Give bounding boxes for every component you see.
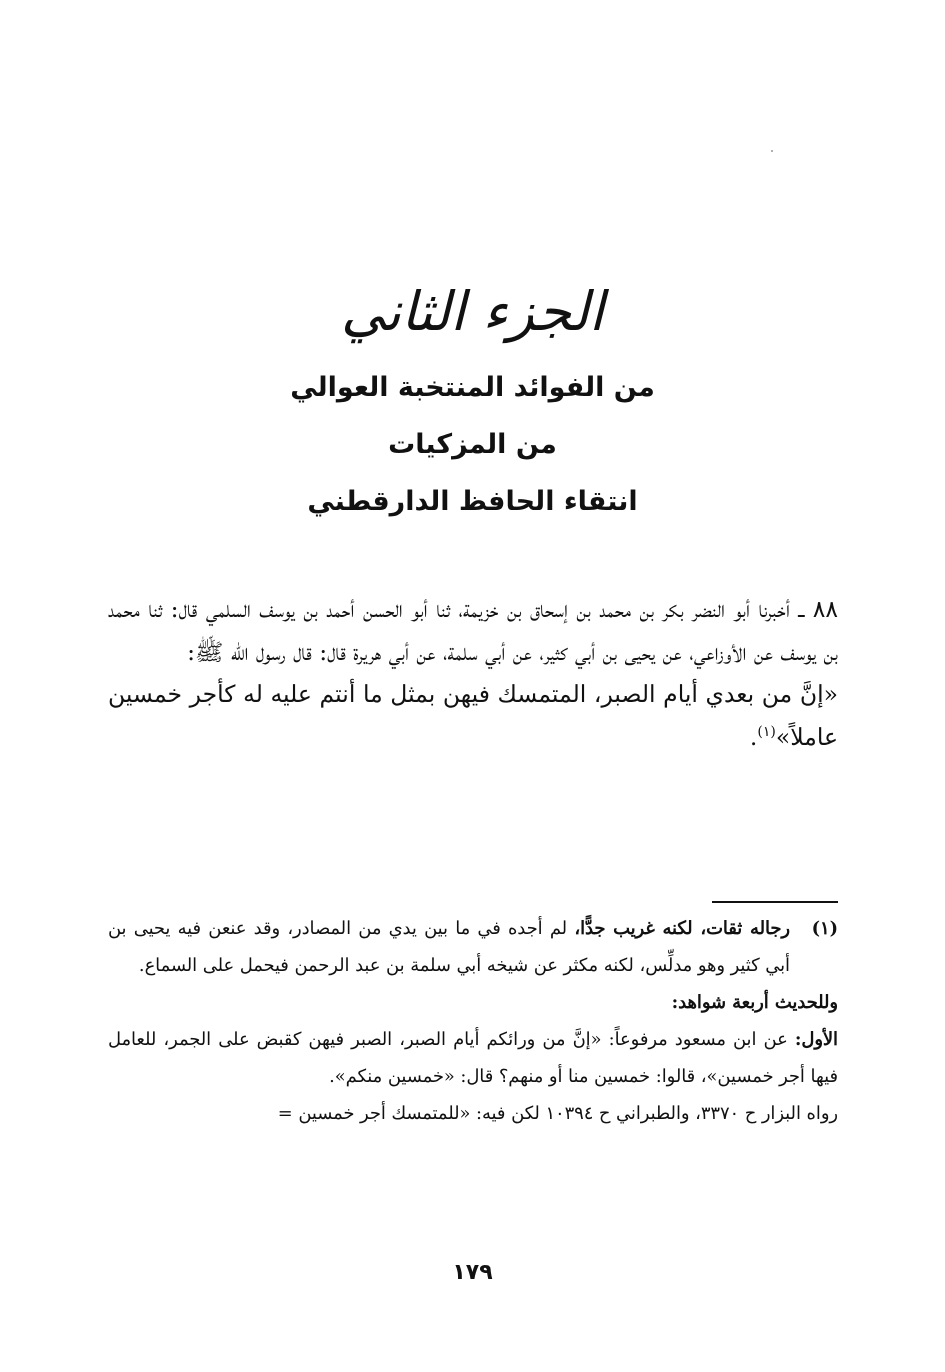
heading-line-1: من الفوائد المنتخبة العوالي — [290, 372, 655, 403]
footnote-1 — [108, 910, 838, 984]
footnote-lead: رجاله ثقات، لكنه غريب جدًّا، — [574, 918, 790, 939]
heading-line-3: انتقاء الحافظ الدارقطني — [307, 486, 638, 517]
page-number: ١٧٩ — [452, 1260, 493, 1285]
hadith-end: . — [749, 722, 758, 751]
hadith-matn-text: «إنَّ من بعدي أيام الصبر، المتمسك فيهن بمثل ما أنتم عليه له كأجر خمسين عاملاً» — [108, 680, 838, 751]
scan-speck — [771, 150, 773, 152]
hadith-matn — [108, 673, 838, 758]
first-witness-text: عن ابن مسعود مرفوعاً: «إنَّ من ورائكم أيام الصبر، الصبر فيهن كقبض على الجمر، للعامل فيها أجر خمسين»، قالوا: خمسين منا أو منهم؟ قال: «خمسين منكم». — [108, 1029, 838, 1087]
first-witness — [108, 1021, 838, 1095]
hadith-text — [108, 588, 838, 758]
hadith-isnad: ٨٨ ــ أخبرنا أبو النضر بكر بن محمد بن إسحاق بن خزيمة، ثنا أبو الحسن أحمد بن يوسف السلمي قال: ثنا محمد بن يوسف عن الأوزاعي، عن يحيى بن أبي كثير، عن أبي سلمة، عن أبي هريرة قال: قال رسول الله ﷺ: — [108, 595, 838, 666]
footnote-number: (١) — [811, 918, 838, 939]
first-witness-label: الأول: — [794, 1029, 838, 1050]
footnote-divider — [712, 901, 838, 903]
part-title: الجزء الثاني — [341, 280, 604, 343]
footnote-last-line: رواه البزار ح ٣٣٧٠، والطبراني ح ١٠٣٩٤ لكن فيه: «للمتمسك أجر خمسين = — [277, 1103, 838, 1124]
footnote-marker: (١) — [757, 723, 776, 740]
footnotes — [108, 910, 838, 1132]
witnesses-heading: وللحديث أربعة شواهد: — [671, 992, 838, 1013]
heading-line-2: من المزكيات — [388, 429, 557, 460]
footnote-text-1: لم أجده في ما بين يدي من المصادر، وقد عنعن فيه يحيى بن أبي كثير وهو مدلِّس، لكنه مكثر عن شيخه أبي سلمة بن عبد الرحمن فيحمل على السماع. — [108, 918, 790, 976]
